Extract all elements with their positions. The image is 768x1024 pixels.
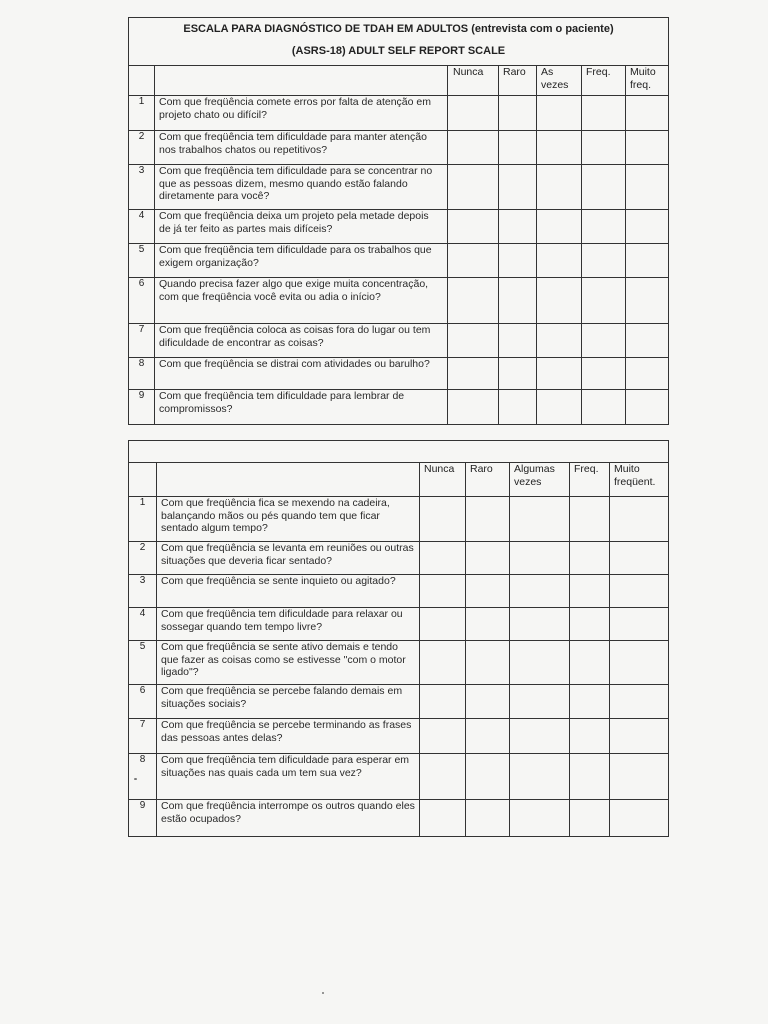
answer-cell-freq[interactable] (570, 641, 610, 685)
answer-cell-as-vezes[interactable] (537, 131, 582, 165)
answer-cell-raro[interactable] (466, 685, 510, 719)
answer-cell-freq[interactable] (570, 608, 610, 641)
question-row (129, 165, 669, 210)
header-num-cell (129, 463, 157, 497)
answer-cell-nunca[interactable] (448, 131, 499, 165)
question-number: 7 (129, 324, 155, 358)
answer-cell-raro[interactable] (499, 165, 537, 210)
answer-cell-raro[interactable] (499, 358, 537, 390)
question-number: 1 (129, 96, 155, 131)
question-text: Com que freqüência se percebe falando demais em situações sociais? (157, 685, 420, 719)
header-algumas-vezes: Algumas vezes (510, 463, 570, 497)
header-freq: Freq. (582, 66, 626, 96)
asrs-part2-table (128, 440, 669, 837)
answer-cell-freq[interactable] (582, 96, 626, 131)
answer-cell-raro[interactable] (466, 608, 510, 641)
scan-speck (322, 992, 324, 994)
answer-cell-as-vezes[interactable] (537, 244, 582, 278)
answer-cell-freq[interactable] (582, 324, 626, 358)
answer-cell-nunca[interactable] (420, 641, 466, 685)
answer-cell-freq[interactable] (570, 542, 610, 575)
question-number: 8 (129, 754, 157, 800)
question-text: Com que freqüência tem dificuldade para se concentrar no que as pessoas dizem, mesmo quando estão falando diretamente para você? (155, 165, 448, 210)
answer-cell-raro[interactable] (466, 542, 510, 575)
answer-cell-nunca[interactable] (420, 719, 466, 754)
question-text: Com que freqüência se distrai com atividades ou barulho? (155, 358, 448, 390)
question-number: 3 (129, 165, 155, 210)
question-number: 3 (129, 575, 157, 608)
answer-cell-as-vezes[interactable] (537, 358, 582, 390)
question-text: Quando precisa fazer algo que exige muita concentração, com que freqüência você evita ou adia o início? (155, 278, 448, 324)
answer-cell-freq[interactable] (570, 754, 610, 800)
answer-cell-muito-freq[interactable] (626, 96, 669, 131)
answer-cell-algumas-vezes[interactable] (510, 608, 570, 641)
answer-cell-as-vezes[interactable] (537, 96, 582, 131)
answer-cell-muito-freq[interactable] (626, 324, 669, 358)
header-muito-freq: Muito freq. (626, 66, 669, 96)
answer-cell-raro[interactable] (466, 719, 510, 754)
question-text: Com que freqüência se sente inquieto ou agitado? (157, 575, 420, 608)
answer-cell-muito-frequent[interactable] (610, 800, 669, 837)
answer-cell-raro[interactable] (499, 210, 537, 244)
answer-cell-raro[interactable] (466, 575, 510, 608)
answer-cell-freq[interactable] (582, 244, 626, 278)
answer-cell-raro[interactable] (499, 131, 537, 165)
answer-cell-algumas-vezes[interactable] (510, 719, 570, 754)
answer-cell-muito-frequent[interactable] (610, 685, 669, 719)
header-raro: Raro (466, 463, 510, 497)
answer-cell-raro[interactable] (499, 390, 537, 425)
answer-cell-muito-freq[interactable] (626, 244, 669, 278)
header-muito-frequent: Muito freqüent. (610, 463, 669, 497)
question-text: Com que freqüência comete erros por falta de atenção em projeto chato ou difícil? (155, 96, 448, 131)
question-number: 7 (129, 719, 157, 754)
answer-cell-as-vezes[interactable] (537, 278, 582, 324)
question-row (129, 685, 669, 719)
answer-cell-nunca[interactable] (420, 575, 466, 608)
answer-cell-as-vezes[interactable] (537, 390, 582, 425)
answer-cell-raro[interactable] (466, 754, 510, 800)
answer-cell-nunca[interactable] (448, 324, 499, 358)
answer-cell-as-vezes[interactable] (537, 165, 582, 210)
blank-title-bar (129, 441, 669, 463)
question-text: Com que freqüência se percebe terminando as frases das pessoas antes delas? (157, 719, 420, 754)
answer-cell-as-vezes[interactable] (537, 210, 582, 244)
question-row (129, 575, 669, 608)
answer-cell-nunca[interactable] (420, 800, 466, 837)
answer-cell-muito-frequent[interactable] (610, 608, 669, 641)
question-text: Com que freqüência tem dificuldade para relaxar ou sossegar quando tem tempo livre? (157, 608, 420, 641)
question-row (129, 497, 669, 542)
answer-cell-muito-frequent[interactable] (610, 754, 669, 800)
question-text: Com que freqüência se sente ativo demais e tendo que fazer as coisas como se estivesse "com o motor ligado"? (157, 641, 420, 685)
question-number: 1 (129, 497, 157, 542)
question-number: 5 (129, 641, 157, 685)
answer-cell-nunca[interactable] (420, 608, 466, 641)
answer-cell-algumas-vezes[interactable] (510, 641, 570, 685)
answer-cell-muito-frequent[interactable] (610, 641, 669, 685)
question-number: 9 (129, 800, 157, 837)
answer-cell-nunca[interactable] (420, 497, 466, 542)
scan-speck (134, 778, 137, 780)
question-text: Com que freqüência tem dificuldade para os trabalhos que exigem organização? (155, 244, 448, 278)
answer-cell-muito-frequent[interactable] (610, 719, 669, 754)
question-number: 2 (129, 542, 157, 575)
question-text: Com que freqüência se levanta em reuniões ou outras situações que deveria ficar sentado? (157, 542, 420, 575)
answer-cell-nunca[interactable] (420, 754, 466, 800)
question-number: 6 (129, 278, 155, 324)
answer-cell-raro[interactable] (466, 641, 510, 685)
question-row (129, 278, 669, 324)
title-line-2: (ASRS-18) ADULT SELF REPORT SCALE (291, 45, 506, 57)
answer-cell-muito-frequent[interactable] (610, 542, 669, 575)
header-freq: Freq. (570, 463, 610, 497)
question-row (129, 800, 669, 837)
header-nunca: Nunca (420, 463, 466, 497)
header-as-vezes: As vezes (537, 66, 582, 96)
answer-cell-freq[interactable] (582, 131, 626, 165)
answer-cell-muito-freq[interactable] (626, 210, 669, 244)
title-line-1: ESCALA PARA DIAGNÓSTICO DE TDAH EM ADULTOS (entrevista com o paciente) (183, 23, 614, 35)
header-question-cell (155, 66, 448, 96)
question-text: Com que freqüência coloca as coisas fora do lugar ou tem dificuldade de encontrar as coisas? (155, 324, 448, 358)
answer-cell-algumas-vezes[interactable] (510, 685, 570, 719)
question-text: Com que freqüência tem dificuldade para manter atenção nos trabalhos chatos ou repetitivos? (155, 131, 448, 165)
answer-cell-freq[interactable] (582, 390, 626, 425)
header-raro: Raro (499, 66, 537, 96)
answer-cell-nunca[interactable] (448, 96, 499, 131)
question-row (129, 641, 669, 685)
header-question-cell (157, 463, 420, 497)
answer-cell-muito-freq[interactable] (626, 358, 669, 390)
question-row (129, 719, 669, 754)
header-row (129, 66, 669, 96)
question-number: 4 (129, 608, 157, 641)
question-text: Com que freqüência deixa um projeto pela metade depois de já ter feito as partes mais difíceis? (155, 210, 448, 244)
answer-cell-raro[interactable] (499, 324, 537, 358)
answer-cell-nunca[interactable] (448, 244, 499, 278)
header-nunca: Nunca (448, 66, 499, 96)
answer-cell-muito-freq[interactable] (626, 165, 669, 210)
question-row (129, 390, 669, 425)
answer-cell-raro[interactable] (499, 244, 537, 278)
answer-cell-nunca[interactable] (448, 390, 499, 425)
question-row (129, 324, 669, 358)
question-row (129, 358, 669, 390)
answer-cell-freq[interactable] (582, 278, 626, 324)
question-number: 2 (129, 131, 155, 165)
answer-cell-nunca[interactable] (448, 278, 499, 324)
question-text: Com que freqüência interrompe os outros quando eles estão ocupados? (157, 800, 420, 837)
question-row (129, 608, 669, 641)
answer-cell-freq[interactable] (570, 719, 610, 754)
answer-cell-muito-freq[interactable] (626, 390, 669, 425)
answer-cell-nunca[interactable] (448, 165, 499, 210)
answer-cell-muito-freq[interactable] (626, 131, 669, 165)
question-row (129, 542, 669, 575)
answer-cell-muito-freq[interactable] (626, 278, 669, 324)
header-num-cell (129, 66, 155, 96)
answer-cell-muito-frequent[interactable] (610, 575, 669, 608)
scale-title (129, 18, 669, 66)
answer-cell-raro[interactable] (466, 497, 510, 542)
answer-cell-freq[interactable] (570, 685, 610, 719)
answer-cell-freq[interactable] (570, 800, 610, 837)
answer-cell-nunca[interactable] (420, 542, 466, 575)
answer-cell-freq[interactable] (582, 210, 626, 244)
question-number: 5 (129, 244, 155, 278)
answer-cell-nunca[interactable] (448, 210, 499, 244)
answer-cell-freq[interactable] (582, 358, 626, 390)
question-row (129, 131, 669, 165)
question-text: Com que freqüência fica se mexendo na cadeira, balançando mãos ou pés quando tem que ficar sentado algum tempo? (157, 497, 420, 542)
answer-cell-freq[interactable] (570, 575, 610, 608)
answer-cell-algumas-vezes[interactable] (510, 575, 570, 608)
answer-cell-algumas-vezes[interactable] (510, 800, 570, 837)
question-row (129, 96, 669, 131)
answer-cell-muito-frequent[interactable] (610, 497, 669, 542)
answer-cell-raro[interactable] (466, 800, 510, 837)
answer-cell-algumas-vezes[interactable] (510, 542, 570, 575)
answer-cell-nunca[interactable] (420, 685, 466, 719)
answer-cell-algumas-vezes[interactable] (510, 497, 570, 542)
question-row (129, 210, 669, 244)
header-row (129, 463, 669, 497)
question-number: 8 (129, 358, 155, 390)
answer-cell-algumas-vezes[interactable] (510, 754, 570, 800)
question-number: 4 (129, 210, 155, 244)
question-text: Com que freqüência tem dificuldade para esperar em situações nas quais cada um tem sua vez? (157, 754, 420, 800)
question-number: 6 (129, 685, 157, 719)
answer-cell-as-vezes[interactable] (537, 324, 582, 358)
answer-cell-freq[interactable] (570, 497, 610, 542)
asrs-part1-table (128, 17, 669, 425)
answer-cell-nunca[interactable] (448, 358, 499, 390)
answer-cell-raro[interactable] (499, 96, 537, 131)
question-row (129, 754, 669, 800)
question-text: Com que freqüência tem dificuldade para lembrar de compromissos? (155, 390, 448, 425)
question-row (129, 244, 669, 278)
answer-cell-freq[interactable] (582, 165, 626, 210)
answer-cell-raro[interactable] (499, 278, 537, 324)
question-number: 9 (129, 390, 155, 425)
